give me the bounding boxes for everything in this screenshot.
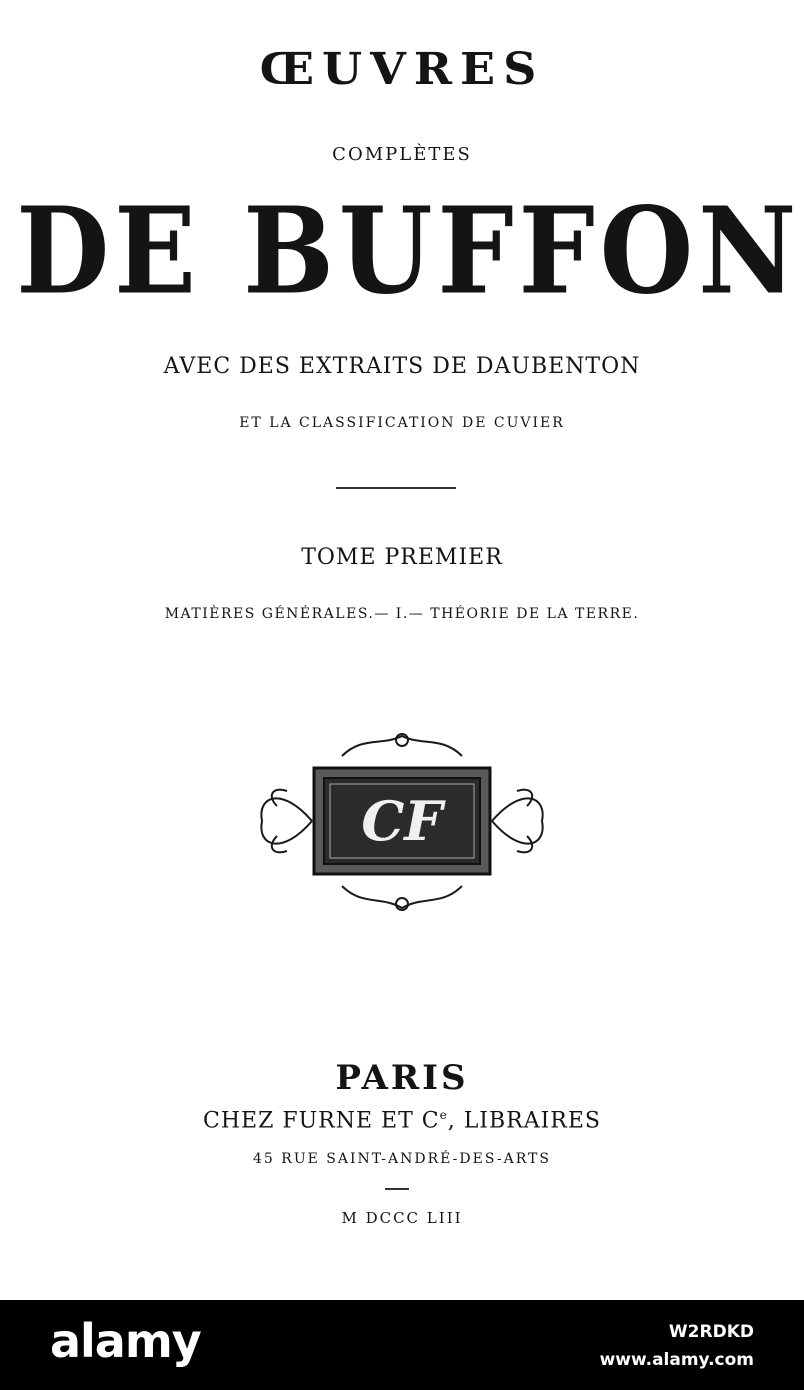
imprint-date: M DCCC LIII <box>341 1209 463 1227</box>
imprint-publisher <box>0 1108 804 1133</box>
volume-contents: MATIÈRES GÉNÉRALES.— I.— THÉORIE DE LA TERRE. <box>164 606 640 622</box>
subtitle-daubenton: AVEC DES EXTRAITS DE DAUBENTON <box>163 354 641 379</box>
publisher-name: CHEZ FURNE ET C <box>203 1108 440 1134</box>
watermark-url: www.alamy.com <box>599 1350 754 1370</box>
watermark-brand: alamy <box>50 1314 201 1368</box>
subtitle-cuvier: ET LA CLASSIFICATION DE CUVIER <box>239 415 565 431</box>
publisher-vignette <box>252 726 552 916</box>
divider-rule <box>336 487 456 489</box>
title-oeuvres: ŒUVRES <box>259 43 545 95</box>
title-completes: COMPLÈTES <box>332 144 472 165</box>
imprint-address: 45 RUE SAINT-ANDRÉ-DES-ARTS <box>253 1151 551 1167</box>
publisher-superscript: e <box>439 1108 448 1122</box>
title-author: DE BUFFON <box>16 182 802 321</box>
volume-label: TOME PREMIER <box>301 545 503 570</box>
watermark-image-id: W2RDKD <box>668 1322 754 1342</box>
publisher-suffix: , LIBRAIRES <box>447 1108 601 1134</box>
imprint-city: PARIS <box>335 1058 469 1098</box>
small-divider-rule <box>385 1188 409 1190</box>
watermark-banner <box>0 1300 804 1390</box>
vignette-monogram: CF <box>361 789 443 853</box>
